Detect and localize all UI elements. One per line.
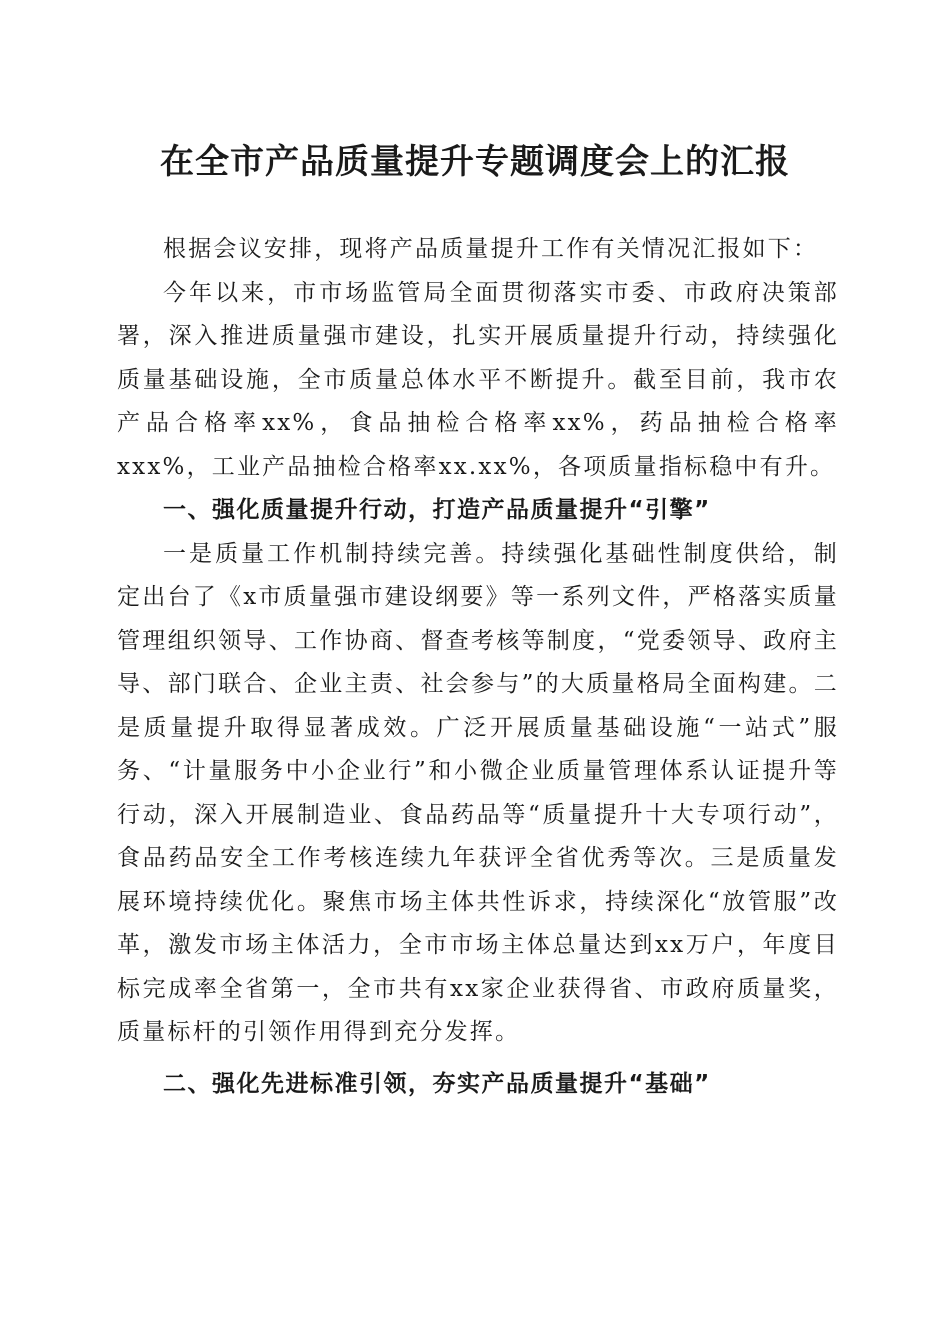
section-1-paragraph: 一是质量工作机制持续完善。持续强化基础性制度供给，制定出台了《x市质量强市建设纲要》等一系列文件，严格落实质量管理组织领导、工作协商、督查考核等制度，“党委领导、政府主导、部门联合、企业主责、社会参与”的大质量格局全面构建。二是质量提升取得显著成效。广泛开展质量基础设施“一站式”服务、“计量服务中小企业行”和小微企业质量管理体系认证提升等行动，深入开展制造业、食品药品等“质量提升十大专项行动”，食品药品安全工作考核连续九年获评全省优秀等次。三是质量发展环境持续优化。聚焦市场主体共性诉求，持续深化“放管服”改革，激发市场主体活力，全市市场主体总量达到xx万户，年度目标完成率全省第一，全市共有xx家企业获得省、市政府质量奖，质量标杆的引领作用得到充分发挥。 bbox=[117, 540, 839, 1045]
overview-paragraph: 今年以来，市市场监管局全面贯彻落实市委、市政府决策部署，深入推进质量强市建设，扎实开展质量提升行动，持续强化质量基础设施，全市质量总体水平不断提升。截至目前，我市农产品合格率xx%，食品抽检合格率xx%，药品抽检合格率xxx%，工业产品抽检合格率xx.xx%，各项质量指标稳中有升。 bbox=[117, 279, 839, 480]
section-2-heading: 二、强化先进标准引领，夯实产品质量提升“基础” bbox=[163, 1070, 711, 1097]
document-body bbox=[117, 228, 839, 1106]
intro-paragraph: 根据会议安排，现将产品质量提升工作有关情况汇报如下： bbox=[163, 236, 819, 262]
section-1-heading: 一、强化质量提升行动，打造产品质量提升“引擎” bbox=[163, 497, 711, 523]
document-title: 在全市产品质量提升专题调度会上的汇报 bbox=[160, 142, 790, 182]
